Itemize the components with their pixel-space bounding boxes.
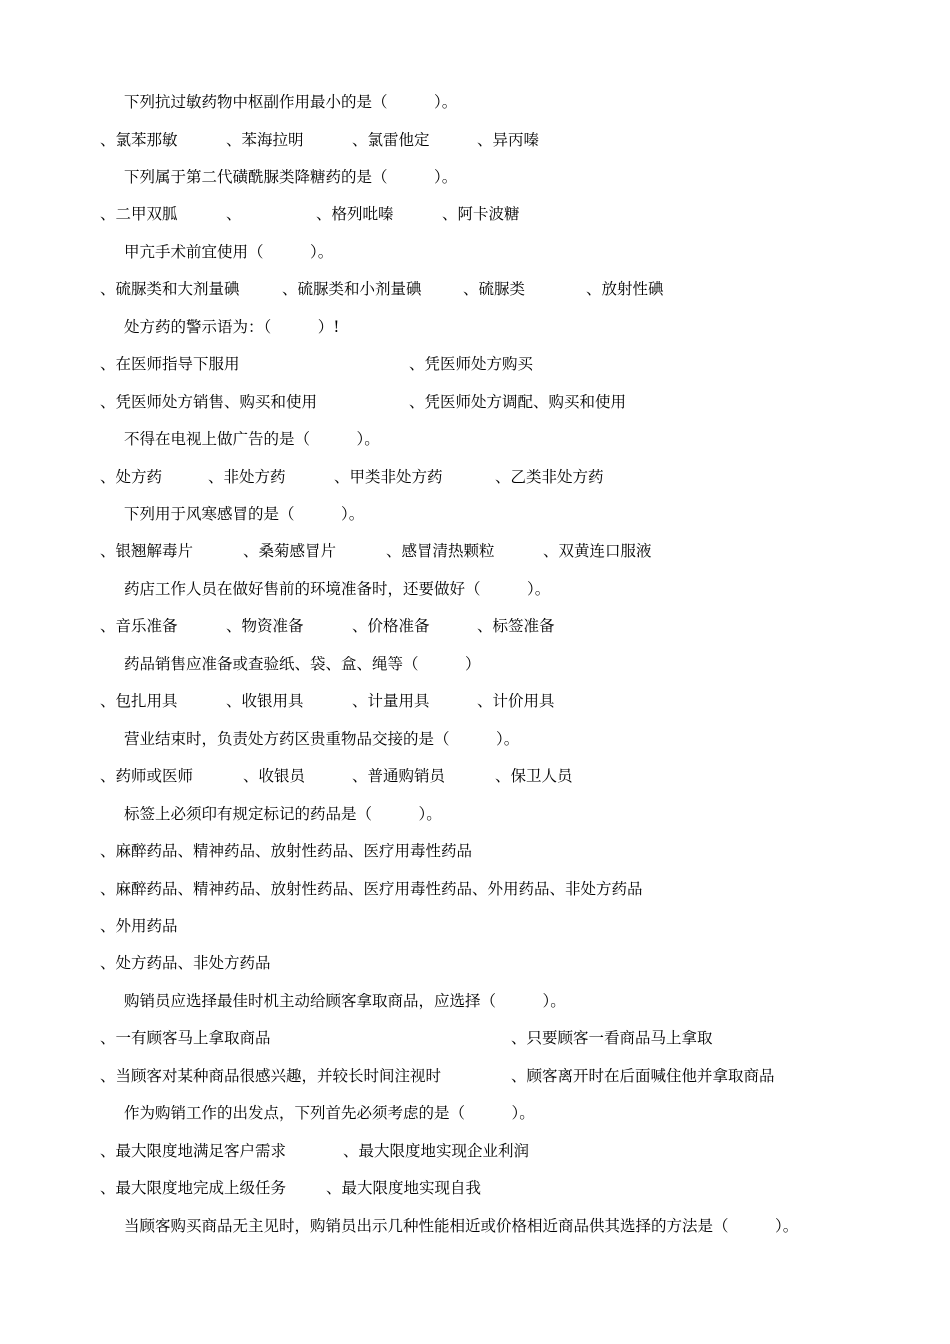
question-stem: 作为购销工作的出发点，下列首先必须考虑的是（ ）。: [124, 1104, 535, 1123]
option-row: [0, 877, 950, 901]
answer-option: 、麻醉药品、精神药品、放射性药品、医疗用毒性药品: [100, 842, 473, 860]
answer-option: 、当顾客对某种商品很感兴趣，并较长时间注视时: [100, 1066, 442, 1085]
question-stem: 不得在电视上做广告的是（ ）。: [124, 430, 380, 449]
answer-option: 、普通购销员: [352, 767, 446, 786]
question-stem: 下列抗过敏药物中枢副作用最小的是（ ）。: [124, 93, 458, 111]
answer-option: 、最大限度地完成上级任务: [100, 1179, 287, 1198]
answer-option: 、双黄连口服液: [543, 542, 652, 561]
question-stem-line: [0, 577, 950, 601]
question-stem: 标签上必须印有规定标记的药品是（ ）。: [124, 804, 442, 823]
question-stem: 营业结束时，负责处方药区贵重物品交接的是（ ）。: [124, 729, 520, 748]
answer-option: 、价格准备: [352, 617, 430, 636]
option-row: [0, 1139, 950, 1163]
answer-option: 、处方药品、非处方药品: [100, 954, 271, 973]
answer-option: 、硫脲类和大剂量碘: [100, 280, 240, 299]
answer-option: 、苯海拉明: [226, 130, 304, 149]
answer-option: 、最大限度地满足客户需求: [100, 1141, 287, 1160]
question-stem-line: [0, 240, 950, 264]
option-row: [0, 390, 950, 414]
answer-option: 、甲类非处方药: [334, 467, 443, 486]
question-stem-line: [0, 652, 950, 676]
option-row: [0, 465, 950, 489]
answer-option: 、银翘解毒片: [100, 542, 194, 561]
answer-option: 、收银员: [243, 767, 306, 786]
answer-option: 、外用药品: [100, 916, 178, 935]
option-row: [0, 689, 950, 713]
answer-option: 、格列吡嗪: [316, 205, 394, 224]
question-stem-line: [0, 989, 950, 1013]
question-stem-line: [0, 165, 950, 189]
option-row: [0, 277, 950, 301]
question-stem: 甲亢手术前宜使用（ ）。: [124, 242, 334, 261]
answer-option: 、非处方药: [208, 467, 286, 486]
answer-option: 、保卫人员: [495, 767, 573, 786]
question-stem-line: [0, 1214, 950, 1238]
answer-option: 、: [226, 205, 242, 224]
answer-option: 、计价用具: [477, 692, 555, 711]
question-stem-line: [0, 315, 950, 339]
option-row: [0, 764, 950, 788]
answer-option: 、阿卡波糖: [442, 205, 520, 224]
question-stem-line: [0, 502, 950, 526]
answer-option: 、包扎用具: [100, 692, 178, 711]
answer-option: 、只要顾客一看商品马上拿取: [511, 1029, 713, 1048]
answer-option: 、顾客离开时在后面喊住他并拿取商品: [511, 1066, 775, 1085]
question-stem: 下列属于第二代磺酰脲类降糖药的是（ ）。: [124, 167, 458, 186]
answer-option: 、硫脲类和小剂量碘: [282, 280, 422, 299]
answer-option: 、凭医师处方调配、购买和使用: [409, 392, 627, 411]
answer-option: 、物资准备: [226, 617, 304, 636]
option-row: [0, 1064, 950, 1088]
answer-option: 、感冒清热颗粒: [386, 542, 495, 561]
question-stem: 药店工作人员在做好售前的环境准备时，还要做好（ ）。: [124, 579, 551, 598]
option-row: [0, 614, 950, 638]
answer-option: 、硫脲类: [463, 280, 526, 299]
answer-option: 、处方药: [100, 467, 163, 486]
question-stem-line: [0, 427, 950, 451]
option-row: [0, 202, 950, 226]
question-stem-line: [0, 727, 950, 751]
answer-option: 、一有顾客马上拿取商品: [100, 1029, 271, 1048]
question-stem-line: [0, 1101, 950, 1125]
question-stem-line: [0, 90, 950, 114]
answer-option: 、桑菊感冒片: [243, 542, 337, 561]
answer-option: 、二甲双胍: [100, 205, 178, 224]
answer-option: 、放射性碘: [586, 280, 664, 299]
option-row: [0, 951, 950, 975]
question-stem: 下列用于风寒感冒的是（ ）。: [124, 505, 365, 523]
answer-option: 、标签准备: [477, 617, 555, 636]
answer-option: 、氯苯那敏: [100, 130, 178, 149]
question-stem-line: [0, 802, 950, 826]
option-row: [0, 539, 950, 563]
option-row: [0, 914, 950, 938]
option-row: [0, 1176, 950, 1200]
option-row: [0, 839, 950, 863]
answer-option: 、最大限度地实现自我: [326, 1179, 482, 1198]
option-row: [0, 1026, 950, 1050]
answer-option: 、最大限度地实现企业利润: [343, 1141, 530, 1160]
option-row: [0, 128, 950, 152]
answer-option: 、麻醉药品、精神药品、放射性药品、医疗用毒性药品、外用药品、非处方药品: [100, 879, 643, 898]
answer-option: 、音乐准备: [100, 617, 178, 636]
answer-option: 、凭医师处方购买: [409, 355, 534, 374]
answer-option: 、药师或医师: [100, 767, 194, 786]
answer-option: 、计量用具: [352, 692, 430, 711]
answer-option: 、异丙嗪: [477, 130, 540, 149]
answer-option: 、收银用具: [226, 692, 304, 711]
option-row: [0, 352, 950, 376]
question-stem: 当顾客购买商品无主见时，购销员出示几种性能相近或价格相近商品供其选择的方法是（ ）。: [124, 1216, 799, 1235]
answer-option: 、在医师指导下服用: [100, 355, 240, 374]
answer-option: 、氯雷他定: [352, 130, 430, 149]
question-stem: 处方药的警示语为：（ ）!: [124, 317, 340, 336]
question-stem: 购销员应选择最佳时机主动给顾客拿取商品，应选择（ ）。: [124, 991, 566, 1010]
question-stem: 药品销售应准备或查验纸、袋、盒、绳等（ ）: [124, 654, 481, 673]
answer-option: 、凭医师处方销售、购买和使用: [100, 392, 318, 411]
answer-option: 、乙类非处方药: [495, 467, 604, 486]
